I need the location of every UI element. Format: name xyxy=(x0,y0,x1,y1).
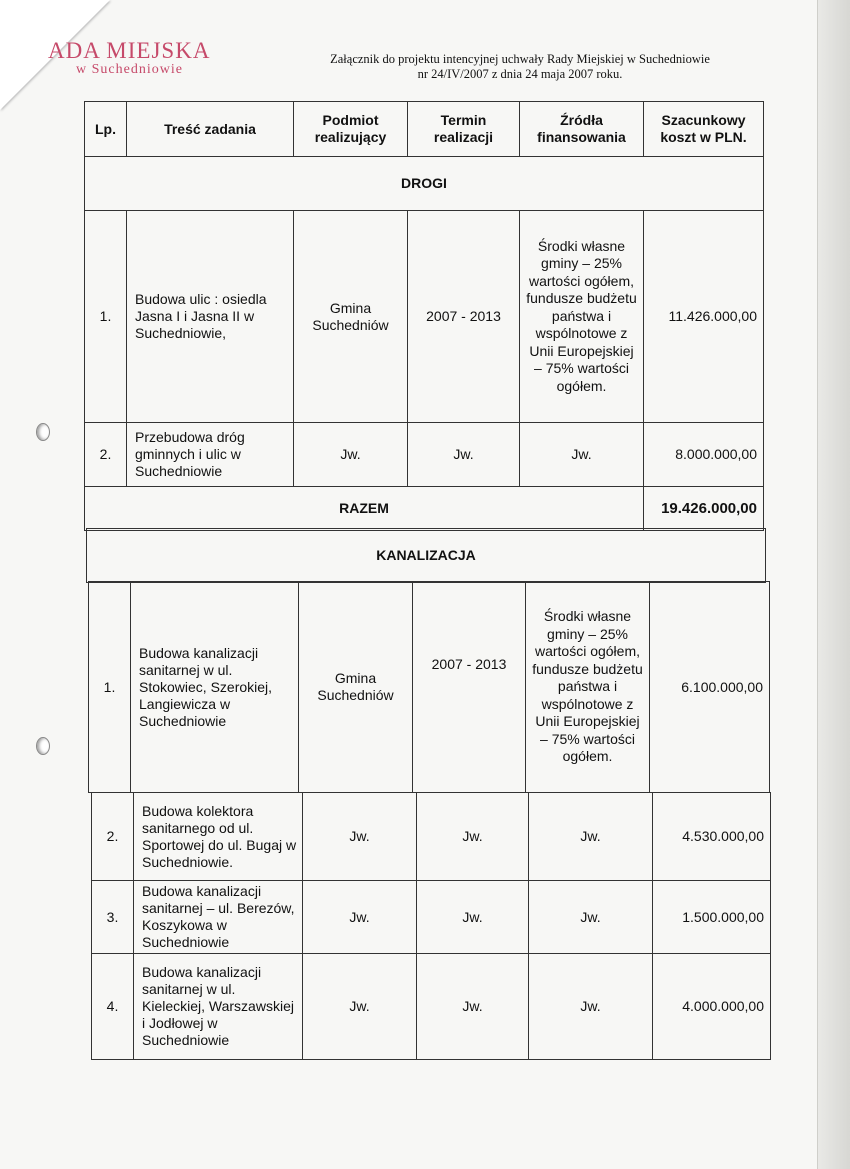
row-term: Jw. xyxy=(417,954,529,1060)
tasks-table-sewerage-section xyxy=(86,528,766,583)
punch-hole-top xyxy=(36,423,50,441)
total-label: RAZEM xyxy=(85,487,644,531)
section-row xyxy=(87,529,766,583)
row-task: Budowa kolektora sanitarnego od ul. Sportowej do ul. Bugaj w Suchedniowie. xyxy=(134,793,303,881)
row-task: Budowa ulic : osiedla Jasna I i Jasna II w Suchedniowie, xyxy=(127,211,294,423)
row-cost: 1.500.000,00 xyxy=(653,881,771,954)
total-value: 19.426.000,00 xyxy=(644,487,764,531)
row-task: Budowa kanalizacji sanitarnej w ul. Kieleckiej, Warszawskiej i Jodłowej w Suchedniowie xyxy=(134,954,303,1060)
row-lp: 2. xyxy=(85,423,127,487)
row-entity: Gmina Suchedniów xyxy=(299,582,413,793)
row-cost: 4.000.000,00 xyxy=(653,954,771,1060)
punch-hole-bottom xyxy=(36,737,50,755)
row-lp: 3. xyxy=(92,881,134,954)
tasks-table-roads xyxy=(84,101,764,531)
row-funding: Środki własne gminy – 25% wartości ogółem, fundusze budżetu państwa i wspólnotowe z Unii Europejskiej – 75% wartości ogółem. xyxy=(526,582,650,793)
stamp-line-1: ADA MIEJSKA xyxy=(48,38,211,63)
table-row xyxy=(92,954,771,1060)
total-row xyxy=(85,487,764,531)
table-header-row xyxy=(85,102,764,157)
row-cost: 11.426.000,00 xyxy=(644,211,764,423)
row-lp: 1. xyxy=(85,211,127,423)
section-title: KANALIZACJA xyxy=(87,529,766,583)
document-header xyxy=(300,52,740,82)
col-header-cost: Szacunkowy koszt w PLN. xyxy=(644,102,764,157)
table-row xyxy=(92,793,771,881)
row-term: 2007 - 2013 xyxy=(413,582,526,793)
row-funding: Jw. xyxy=(529,954,653,1060)
row-cost: 6.100.000,00 xyxy=(650,582,770,793)
row-entity: Gmina Suchedniów xyxy=(294,211,408,423)
row-cost: 4.530.000,00 xyxy=(653,793,771,881)
stamp-line-2: w Suchedniowie xyxy=(76,62,183,77)
tasks-table-sewerage-main xyxy=(88,581,770,793)
row-cost: 8.000.000,00 xyxy=(644,423,764,487)
row-entity: Jw. xyxy=(294,423,408,487)
row-funding: Jw. xyxy=(529,793,653,881)
header-line-1: Załącznik do projektu intencyjnej uchwały Rady Miejskiej w Suchedniowie xyxy=(330,52,710,66)
row-funding: Jw. xyxy=(520,423,644,487)
row-funding: Jw. xyxy=(529,881,653,954)
table-row xyxy=(85,211,764,423)
row-term: 2007 - 2013 xyxy=(408,211,520,423)
row-task: Budowa kanalizacji sanitarnej w ul. Stokowiec, Szerokiej, Langiewicza w Suchedniowie xyxy=(131,582,299,793)
row-lp: 1. xyxy=(89,582,131,793)
table-row xyxy=(92,881,771,954)
col-header-lp: Lp. xyxy=(85,102,127,157)
table-row xyxy=(85,423,764,487)
row-lp: 2. xyxy=(92,793,134,881)
row-entity: Jw. xyxy=(303,881,417,954)
section-row xyxy=(85,157,764,211)
council-stamp xyxy=(48,38,210,78)
col-header-funding: Źródła finansowania xyxy=(520,102,644,157)
header-line-2: nr 24/IV/2007 z dnia 24 maja 2007 roku. xyxy=(417,67,623,81)
section-title: DROGI xyxy=(85,157,764,211)
row-term: Jw. xyxy=(417,881,529,954)
col-header-task: Treść zadania xyxy=(127,102,294,157)
row-entity: Jw. xyxy=(303,954,417,1060)
col-header-term: Termin realizacji xyxy=(408,102,520,157)
row-task: Budowa kanalizacji sanitarnej – ul. Berezów, Koszykowa w Suchedniowie xyxy=(134,881,303,954)
page-edge-shadow xyxy=(817,0,850,1169)
table-row xyxy=(89,582,770,793)
row-funding: Środki własne gminy – 25% wartości ogółem, fundusze budżetu państwa i wspólnotowe z Unii Europejskiej – 75% wartości ogółem. xyxy=(520,211,644,423)
tasks-table-sewerage-rest xyxy=(91,792,771,1060)
col-header-entity: Podmiot realizujący xyxy=(294,102,408,157)
row-entity: Jw. xyxy=(303,793,417,881)
row-term: Jw. xyxy=(408,423,520,487)
row-task: Przebudowa dróg gminnych i ulic w Suchedniowie xyxy=(127,423,294,487)
row-term: Jw. xyxy=(417,793,529,881)
row-lp: 4. xyxy=(92,954,134,1060)
